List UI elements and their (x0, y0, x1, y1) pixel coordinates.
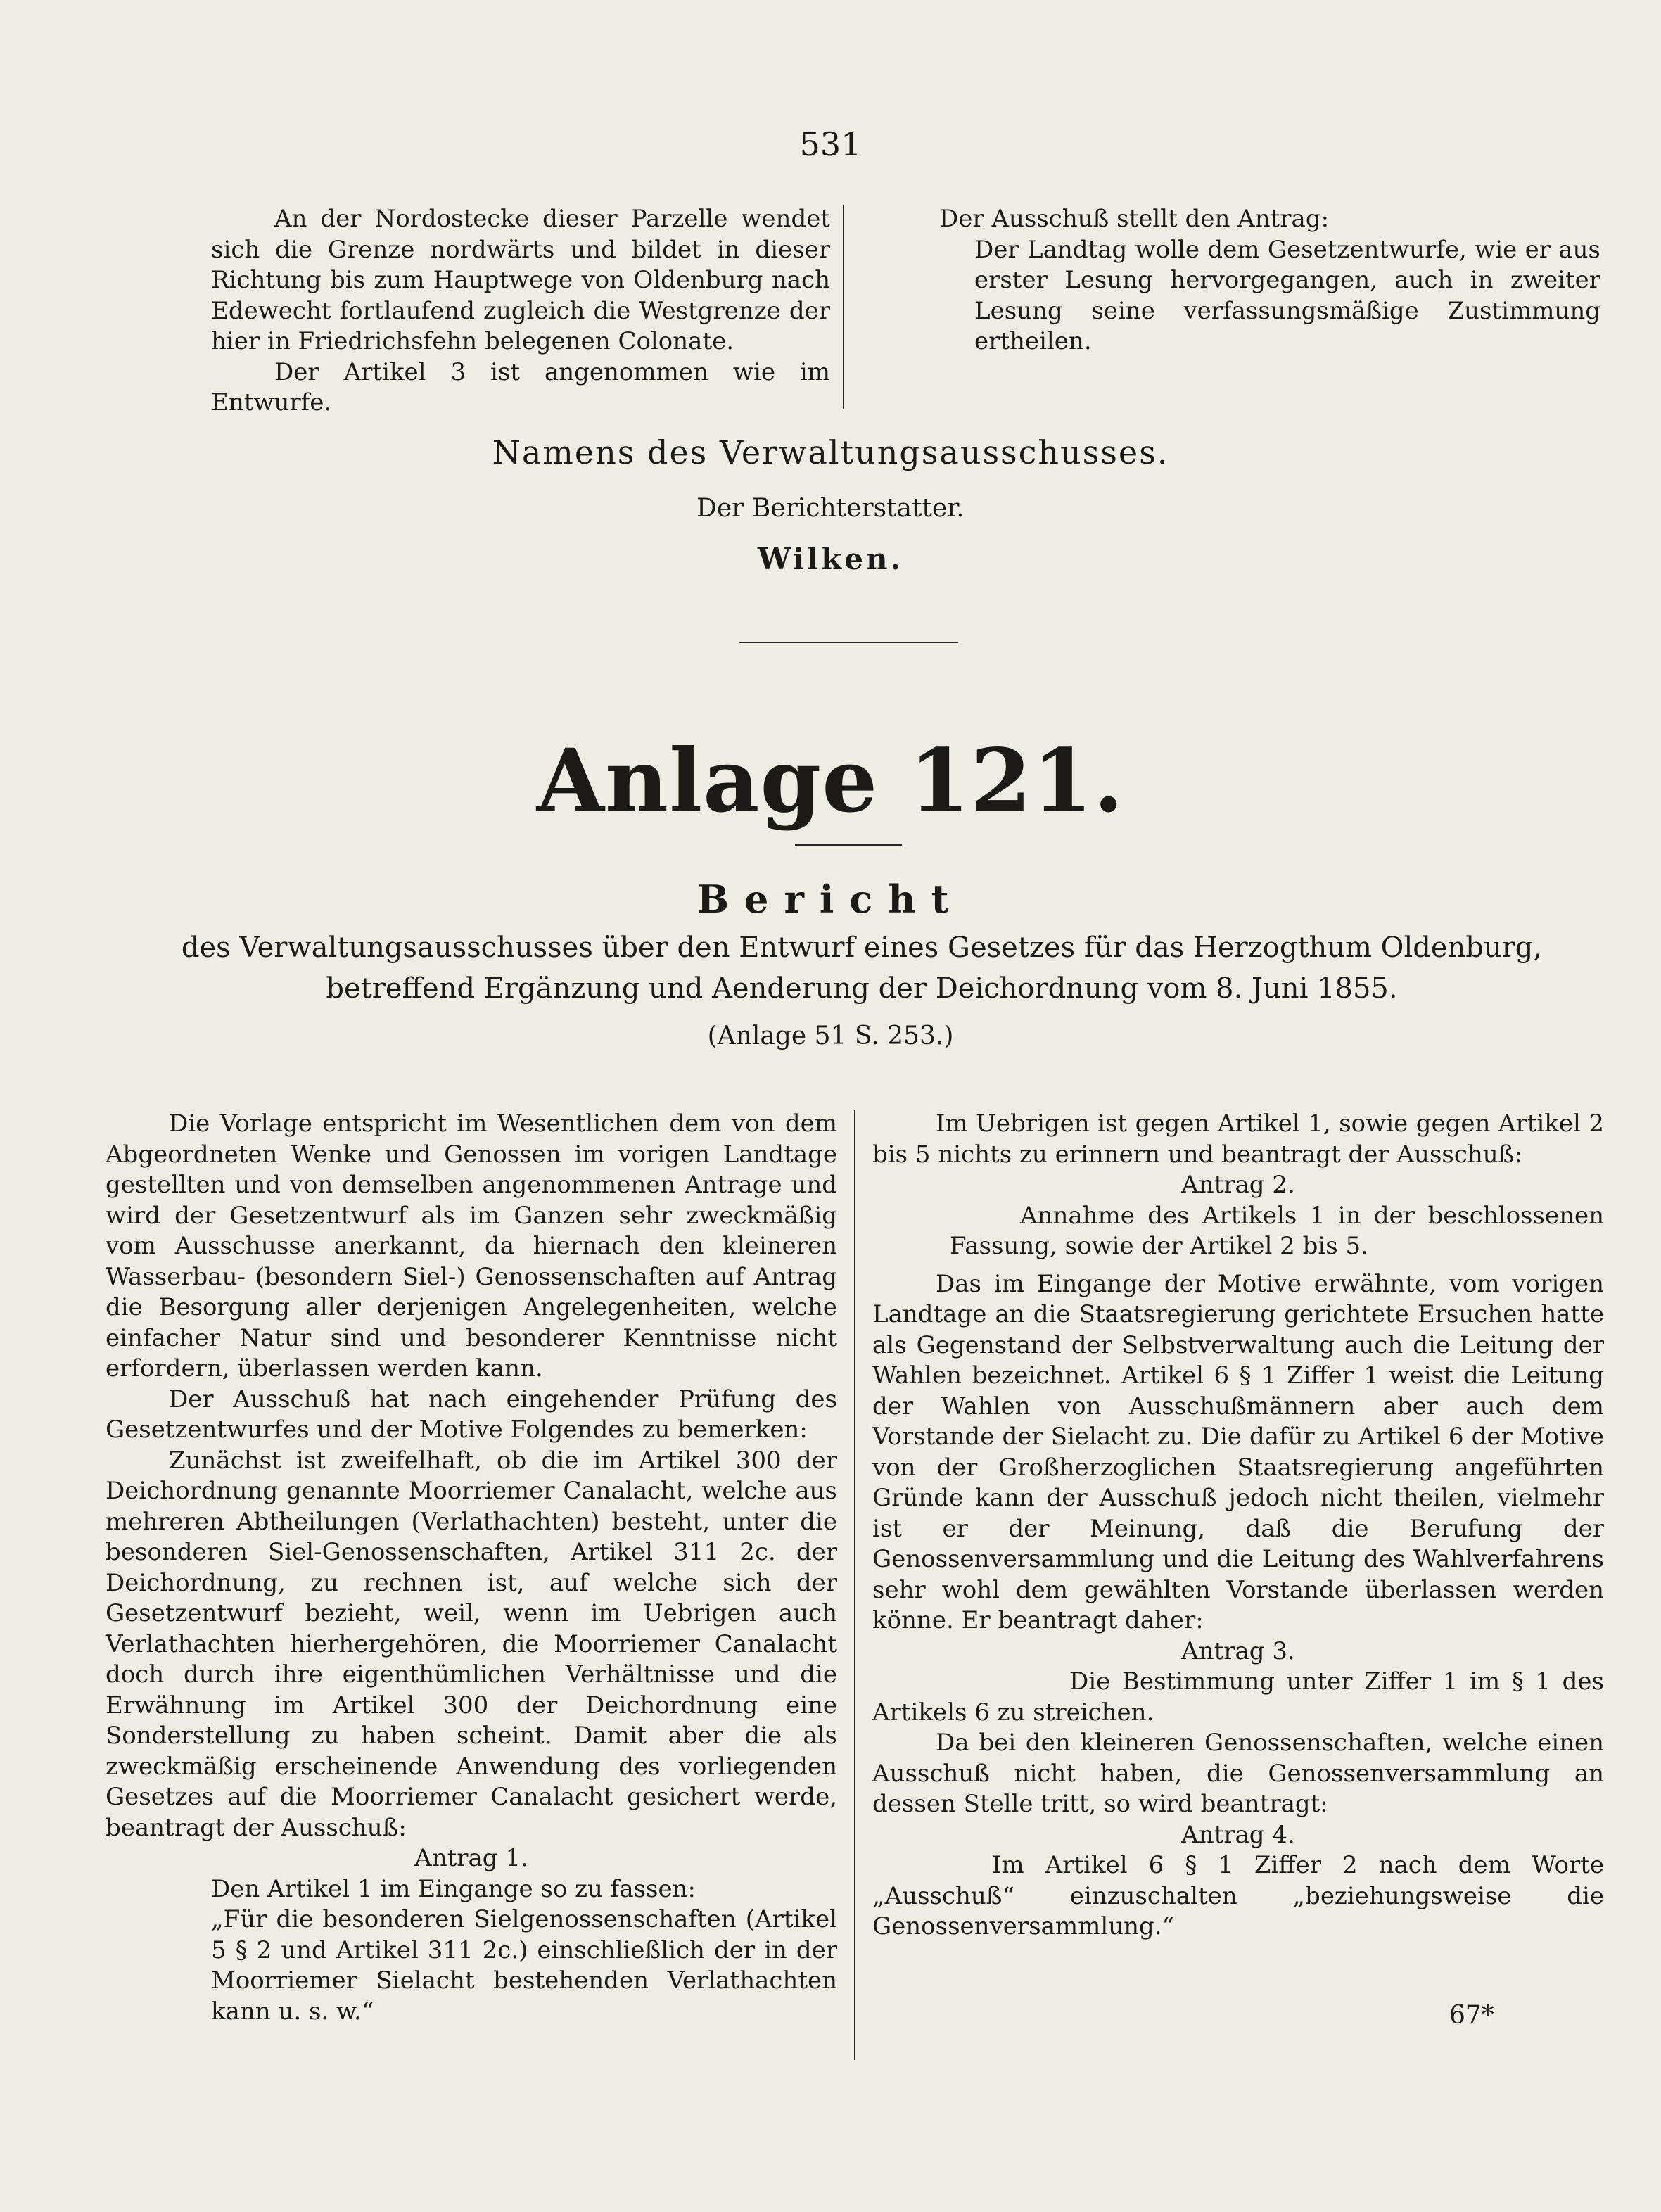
paragraph: Die Vorlage entspricht im Wesentlichen dem von dem Abgeordneten Wenke und Genossen im vorigen Landtage gestellten und von demselben angenommenen Antrage und wird der Gesetzentwurf als im Ganzen sehr zweckmäßig vom Ausschusse anerkannt, da hiernach den kleineren Wasserbau- (besondern Siel-) Genossenschaften auf Antrag die Besorgung aller derjenigen Angelegenheiten, welche einfacher Natur sind und besonderer Kenntnisse nicht erfordern, überlassen werden kann. (106, 1110, 837, 1382)
reporter-name: Wilken. (757, 542, 904, 576)
paragraph: Im Artikel 6 § 1 Ziffer 2 nach dem Worte „Ausschuß“ einzuschalten „beziehungsweise die Genossenversammlung.“ (872, 1851, 1604, 1940)
paragraph: Annahme des Artikels 1 in der beschlossenen Fassung, sowie der Artikel 2 bis 5. (950, 1201, 1604, 1260)
section-divider (739, 642, 958, 643)
quoted-paragraph: „Für die besonderen Sielgenossenschaften (Artikel 5 § 2 und Artikel 311 2c.) einschließlich der in der Moorriemer Sielacht bestehenden Verlathachten kann u. s. w.“ (211, 1905, 837, 2026)
page-number: 531 (799, 125, 862, 163)
top-right-column (862, 204, 1600, 357)
right-body-column (872, 1109, 1604, 1943)
top-left-column (211, 204, 830, 419)
report-subtitle: des Verwaltungsausschusses über den Entwurf eines Gesetzes für das Herzogthum Oldenburg, betreffend Ergänzung und Aenderung der Deichordnung vom 8. Juni 1855. (181, 932, 1543, 1005)
signature-mark: 67* (1449, 2001, 1494, 2030)
title-divider (795, 844, 902, 846)
motion-label: Antrag 4. (1181, 1820, 1295, 1849)
paragraph: Die Bestimmung unter Ziffer 1 im § 1 des Artikels 6 zu streichen. (872, 1667, 1604, 1727)
paragraph: Das im Eingange der Motive erwähnte, vom vorigen Landtage an die Staatsregierung gerichtete Ersuchen hatte als Gegenstand der Selbstverwaltung auch die Leitung der Wahlen bezeichnet. Artikel 6 § 1 Ziffer 1 weist die Leitung der Wahlen von Ausschußmännern aber auch dem Vorstande der Sielacht zu. Die dafür zu Artikel 6 der Motive von der Großherzoglichen Staatsregierung angeführten Gründe kann der Ausschuß jedoch nicht theilen, vielmehr ist er der Meinung, daß die Berufung der Genossenversammlung und die Leitung des Wahlverfahrens sehr wohl dem gewählten Vorstande überlassen werden könne. Er beantragt daher: (872, 1269, 1604, 1634)
paragraph: Der Ausschuß stellt den Antrag: (939, 205, 1330, 233)
report-heading: Bericht (696, 877, 965, 922)
left-body-column (106, 1109, 837, 2027)
appendix-title: Anlage 121. (536, 730, 1125, 832)
paragraph: Zunächst ist zweifelhaft, ob die im Artikel 300 der Deichordnung genannte Moorriemer Canalacht, welche aus mehreren Abtheilungen (Verlathachten) besteht, unter die besonderen Siel-Genossenschaften, Artikel 311 2c. der Deichordnung, zu rechnen ist, auf welche sich der Gesetzentwurf bezieht, weil, wenn im Uebrigen auch Verlathachten hierhergehören, die Moorriemer Canalacht doch durch ihre eigenthümlichen Verhältnisse und die Erwähnung im Artikel 300 der Deichordnung eine Sonderstellung zu haben scheint. Damit aber die als zweckmäßig erscheinende Anwendung des vorliegenden Gesetzes auf die Moorriemer Canalacht gesichert werde, beantragt der Ausschuß: (106, 1446, 837, 1842)
paragraph: Da bei den kleineren Genossenschaften, welche einen Ausschuß nicht haben, die Genossenversammlung an dessen Stelle tritt, so wird beantragt: (872, 1729, 1604, 1818)
column-divider (854, 1110, 855, 2060)
motion-label: Antrag 3. (1181, 1636, 1295, 1665)
paragraph: Der Artikel 3 ist angenommen wie im Entwurfe. (211, 357, 830, 417)
paragraph: Der Landtag wolle dem Gesetzentwurfe, wie er aus erster Lesung hervorgegangen, auch in zweiter Lesung seine verfassungsmäßige Zustimmung ertheilen. (974, 235, 1600, 355)
paragraph: Den Artikel 1 im Eingange so zu fassen: (211, 1874, 696, 1903)
motion-label: Antrag 1. (414, 1844, 528, 1872)
reference-line: (Anlage 51 S. 253.) (707, 1022, 954, 1050)
paragraph: Im Uebrigen ist gegen Artikel 1, sowie gegen Artikel 2 bis 5 nichts zu erinnern und beantragt der Ausschuß: (872, 1110, 1604, 1169)
motion-label: Antrag 2. (1181, 1171, 1295, 1199)
reporter-role: Der Berichterstatter. (696, 494, 965, 523)
paragraph: Der Ausschuß hat nach eingehender Prüfung des Gesetzentwurfes und der Motive Folgendes zu bemerken: (106, 1385, 837, 1444)
paragraph: An der Nordostecke dieser Parzelle wendet sich die Grenze nordwärts und bildet in dieser Richtung bis zum Hauptwege von Oldenburg nach Edewecht fortlaufend zugleich die Westgrenze der hier in Friedrichsfehn belegenen Colonate. (211, 205, 830, 355)
column-divider (843, 205, 844, 409)
committee-line: Namens des Verwaltungsausschusses. (492, 433, 1169, 471)
